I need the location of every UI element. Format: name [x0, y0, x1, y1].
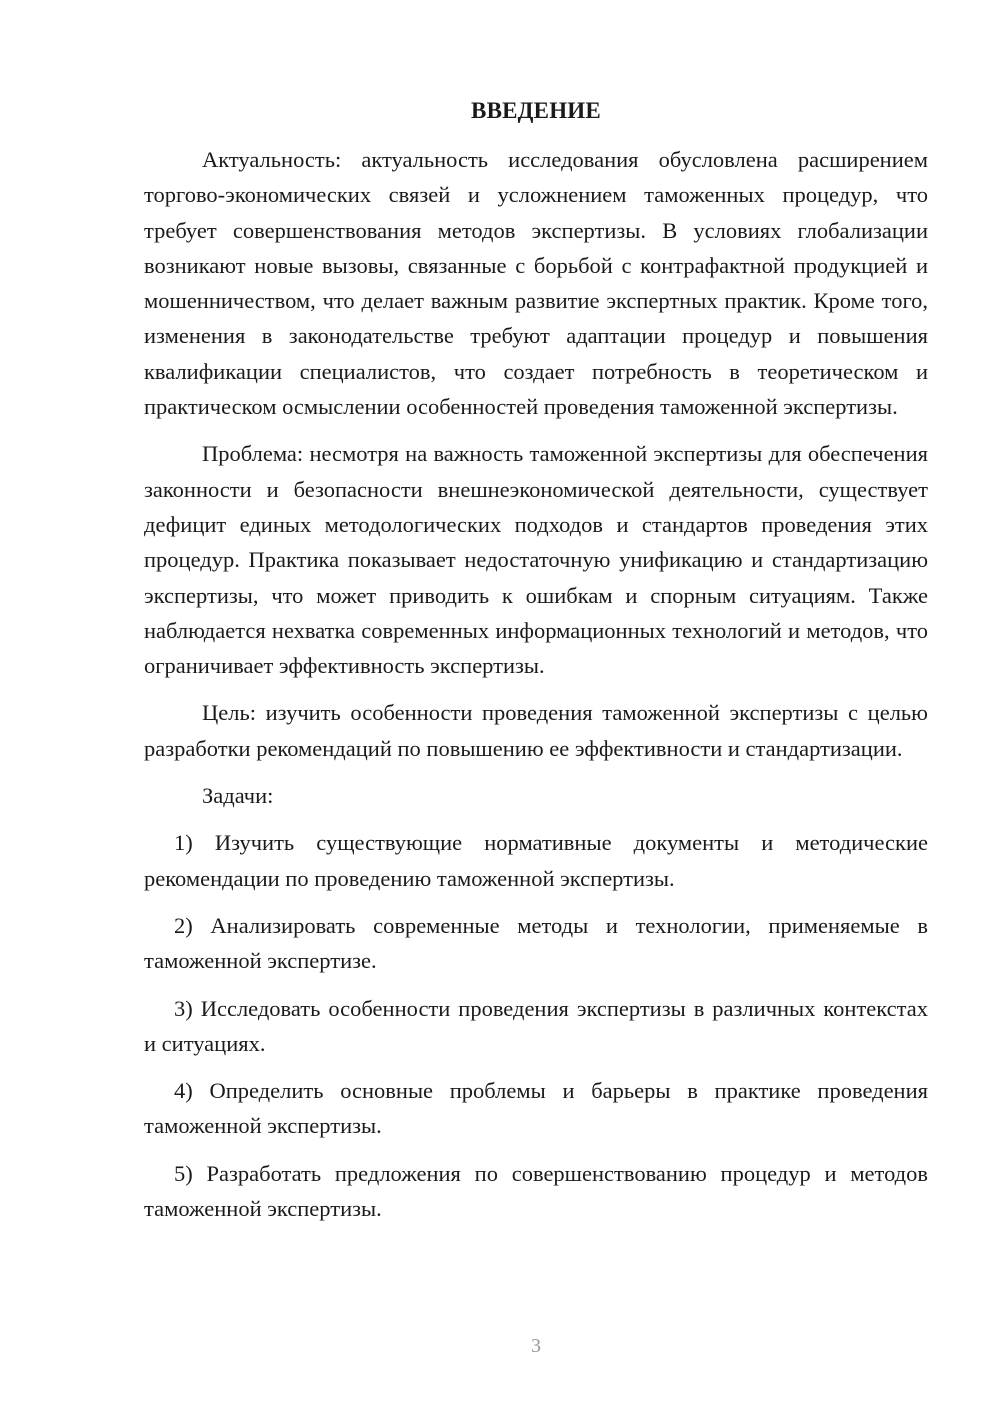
page-title: ВВЕДЕНИЕ — [471, 98, 601, 123]
task-item-3: 3) Исследовать особенности проведения экспертизы в различных контекстах и ситуациях. — [144, 995, 928, 1056]
task-item-2: 2) Анализировать современные методы и технологии, применяемые в таможенной экспертизе. — [144, 912, 928, 974]
task-item-1: 1) Изучить существующие нормативные документы и методические рекомендации по проведению таможенной экспертизы. — [144, 830, 928, 891]
document-body — [144, 142, 928, 1238]
task-item-5: 5) Разработать предложения по совершенствованию процедур и методов таможенной экспертизы. — [144, 1160, 928, 1222]
paragraph-goal: Цель: изучить особенности проведения таможенной экспертизы с целью разработки рекомендаций по повышению ее эффективности и стандартизации. — [144, 700, 928, 761]
paragraph-problem: Проблема: несмотря на важность таможенной экспертизы для обеспечения законности и безопасности внешнеэкономической деятельности, существует дефицит единых методологических подходов и стандартов проведения этих процедур. Практика показывает недостаточную унификацию и стандартизацию экспертизы, что может приводить к ошибкам и спорным ситуациям. Также наблюдается нехватка современных информационных технологий и методов, что ограничивает эффективность экспертизы. — [144, 441, 928, 679]
task-item-4: 4) Определить основные проблемы и барьеры в практике проведения таможенной экспертизы. — [144, 1078, 928, 1139]
page-number: 3 — [531, 1335, 541, 1357]
tasks-heading: Задачи: — [202, 783, 274, 809]
paragraph-relevance: Актуальность: актуальность исследования обусловлена расширением торгово-экономических связей и усложнением таможенных процедур, что требует совершенствования методов экспертизы. В условиях глобализации возникают новые вызовы, связанные с борьбой с контрафактной продукцией и мошенничеством, что делает важным развитие экспертных практик. Кроме того, изменения в законодательстве требуют адаптации процедур и повышения квалификации специалистов, что создает потребность в теоретическом и практическом осмыслении особенностей проведения таможенной экспертизы. — [144, 147, 928, 420]
